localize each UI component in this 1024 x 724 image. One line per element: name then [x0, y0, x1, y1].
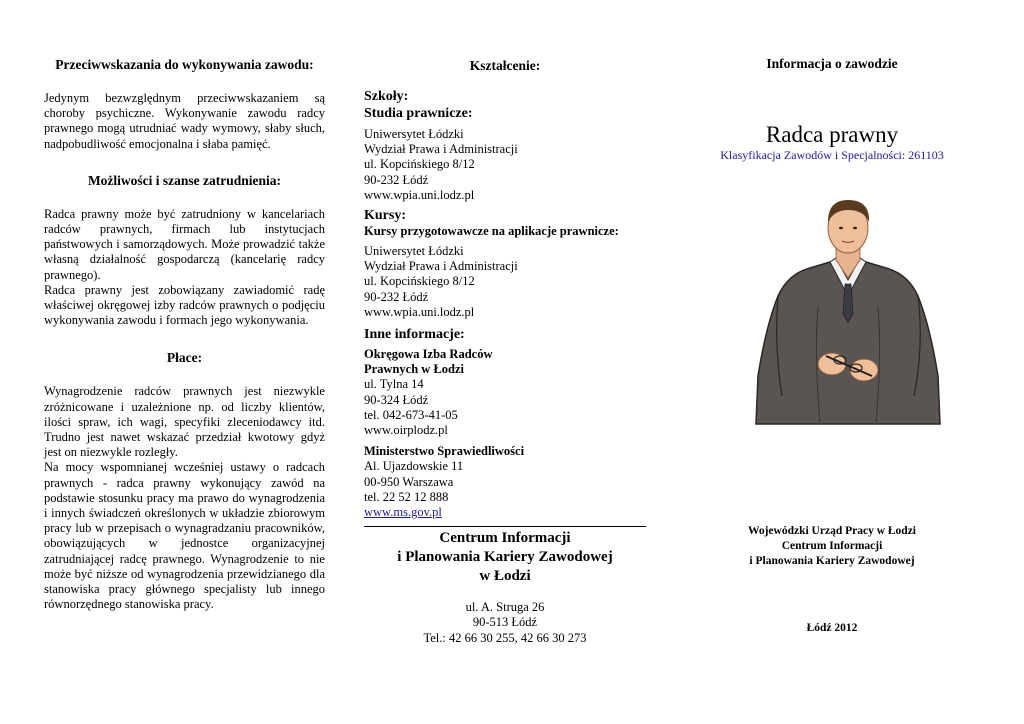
office-line: i Planowania Kariery Zawodowej	[749, 555, 915, 567]
org2-line: Al. Ujazdowskie 11	[364, 459, 464, 474]
course-line: Wydział Prawa i Administracji	[364, 259, 518, 274]
org1-line: tel. 042-673-41-05	[364, 407, 458, 422]
profession-title: Radca prawny	[765, 122, 899, 147]
office-name	[712, 524, 952, 569]
org1-website[interactable]: www.oirplodz.pl	[364, 423, 448, 438]
center-address-line: 90-513 Łódź	[472, 615, 538, 630]
divider	[364, 526, 646, 527]
org1-name: Prawnych w Łodzi	[364, 362, 464, 377]
contraindications-text: Jedynym bezwzględnym przeciwwskazaniem są choroby psychiczne. Wykonywanie zawodu radcy prawnego mogą utrudniać wady wymowy, słaby słuch, nadpobudliwość emocjonalna i słaba pamięć.	[44, 91, 325, 151]
org1-line: ul. Tylna 14	[364, 377, 424, 392]
salary-text	[44, 384, 325, 612]
center-address	[364, 600, 646, 646]
employment-text	[44, 207, 325, 329]
org1-block	[364, 347, 646, 438]
school-website[interactable]: www.wpia.uni.lodz.pl	[364, 187, 475, 202]
classification-code: Klasyfikacja Zawodów i Specjalności: 261103	[720, 148, 944, 162]
school-line: ul. Kopcińskiego 8/12	[364, 157, 475, 172]
column-middle	[364, 0, 646, 646]
office-line: Centrum Informacji	[781, 540, 883, 552]
center-name	[364, 529, 646, 586]
course-website[interactable]: www.wpia.uni.lodz.pl	[364, 304, 475, 319]
courses-label: Kursy:	[364, 208, 406, 224]
center-phone: Tel.: 42 66 30 255, 42 66 30 273	[423, 630, 587, 645]
center-address-line: ul. A. Struga 26	[465, 600, 545, 615]
law-studies-label: Studia prawnicze:	[364, 106, 473, 121]
salary-paragraph-1: Wynagrodzenie radców prawnych jest niezwykle zróżnicowane i uzależnione np. od liczby klientów, ilości spraw, ich wagi, specyfiki zleceniodawcy itd. Trudno jest nawet wskazać przedział kwotowy gdyż jest on niezwykle rozległy.	[44, 384, 325, 460]
lawyer-illustration	[748, 196, 948, 428]
course-address	[364, 244, 646, 320]
org1-name: Okręgowa Izba Radców	[364, 347, 493, 362]
employment-paragraph-1: Radca prawny może być zatrudniony w kancelariach radców prawnych, firmach lub instytucjach państwowych i samorządowych. Może prowadzić także własną działalność gospodarczą (kancelarię radcy prawnego).	[44, 206, 325, 282]
course-line: ul. Kopcińskiego 8/12	[364, 274, 475, 289]
school-line: Uniwersytet Łódzki	[364, 127, 464, 141]
courses-subheading: Kursy przygotowawcze na aplikacje prawnicze:	[364, 224, 619, 239]
other-info-label: Inne informacje:	[364, 327, 465, 343]
employment-heading: Możliwości i szanse zatrudnienia:	[87, 172, 282, 188]
school-line: 90-232 Łódź	[364, 172, 429, 187]
org2-name: Ministerstwo Sprawiedliwości	[364, 444, 525, 459]
ms-gov-link[interactable]: www.ms.gov.pl	[364, 505, 442, 520]
org2-line: tel. 22 52 12 888	[364, 489, 449, 504]
column-right	[712, 0, 952, 634]
education-heading: Kształcenie:	[469, 58, 541, 73]
place-year: Łódź 2012	[806, 622, 858, 634]
school-address	[364, 127, 646, 203]
salary-paragraph-2: Na mocy wspomnianej wcześniej ustawy o radcach prawnych - radca prawny wykonujący zawód na podstawie stosunku pracy ma prawo do wynagrodzenia i innych świadczeń określonych w układzie zbiorowym pracy lub w przepisach o wynagradzaniu pracowników, obowiązujących w jednostce organizacyjnej zatrudniającej radcę prawnego. Wynagrodzenie to nie może być niższe od wynagrodzenia przewidzianego dla stanowiska pracy głównego specjalisty lub innego równorzędnego stanowiska pracy.	[44, 460, 325, 612]
schools-label: Szkoły:	[364, 89, 409, 104]
profession-info-heading: Informacja o zawodzie	[766, 56, 898, 71]
center-line: Centrum Informacji	[439, 530, 571, 547]
course-line: Uniwersytet Łódzki	[364, 244, 464, 259]
center-line: w Łodzi	[479, 568, 531, 585]
org2-block	[364, 444, 646, 520]
school-line: Wydział Prawa i Administracji	[364, 142, 518, 157]
employment-paragraph-2: Radca prawny jest zobowiązany zawiadomić radę właściwej okręgowej izby radców prawnych o podjęciu wykonywania zawodu i formach jego wykonywania.	[44, 282, 325, 328]
salary-heading: Płace:	[166, 350, 203, 366]
course-line: 90-232 Łódź	[364, 289, 429, 304]
center-line: i Planowania Kariery Zawodowej	[397, 549, 613, 566]
org2-line: 00-950 Warszawa	[364, 474, 454, 489]
contraindications-heading: Przeciwwskazania do wykonywania zawodu:	[55, 57, 314, 72]
org1-line: 90-324 Łódź	[364, 392, 429, 407]
column-left	[44, 0, 325, 612]
office-line: Wojewódzki Urząd Pracy w Łodzi	[747, 525, 916, 537]
